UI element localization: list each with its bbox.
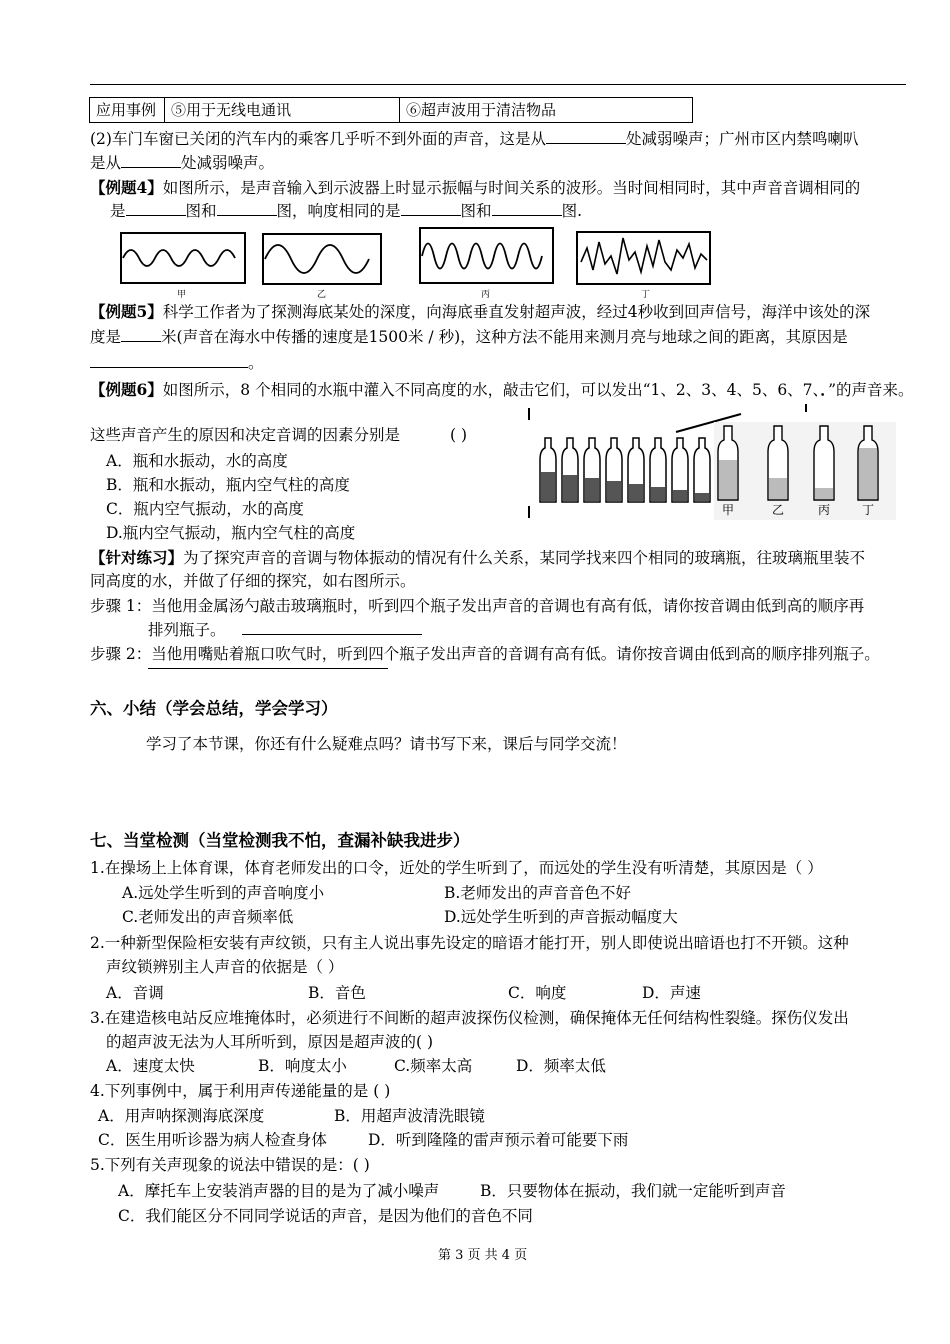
q3-option-c: C.频率太高 [394,1057,473,1075]
table-row [90,98,693,123]
waveform-jia [121,233,245,300]
answer-blank[interactable] [121,327,161,342]
step1-line2: 排列瓶子。 [148,619,422,642]
answer-blank[interactable] [401,201,461,216]
waveform-bing [420,228,553,300]
table-cell: 应用事例 [90,98,165,123]
answer-blank[interactable] [126,201,186,216]
q4-option-b: B．用超声波清洗眼镜 [334,1107,485,1125]
q4-option-c: C．医生用听诊器为病人检查身体 [98,1131,327,1149]
q1-option-a: A.远处学生听到的声音响度小 [122,884,325,902]
q3-option-b: B．响度太小 [258,1057,347,1075]
answer-blank[interactable] [217,201,277,216]
answer-blank[interactable] [492,201,562,216]
table-cell: ⑥超声波用于清洁物品 [400,98,693,123]
bottle-label: 丙 [818,503,831,517]
example6-line1: 【例题6】如图所示，8 个相同的水瓶中灌入不同高度的水，敲击它们，可以发出“1、2、3、4、5、6、7、．”的声音来。 [90,380,914,399]
option-b: B．瓶和水振动，瓶内空气柱的高度 [106,476,350,494]
question-1: 1.在操场上上体育课，体育老师发出的口令，近处的学生听到了，而远处的学生没有听清楚，其原因是（ ） [90,859,823,877]
q5-option-c: C．我们能区分不同同学说话的声音，是因为他们的音色不同 [118,1207,533,1225]
q2-line1: (2)车门车窗已关闭的汽车内的乘客几乎听不到外面的声音，这是从 处减弱噪声；广州市区内禁鸣喇叭 [90,130,859,148]
example4-line1: 【例题4】如图所示，是声音输入到示波器上时显示振幅与时间关系的波形。当时间相同时，其中声音音调相同的 [90,178,861,197]
waveform-ding [577,232,710,300]
example6-question: 这些声音产生的原因和决定音调的因素分别是 ( ) [90,426,468,444]
page-footer: 第 3 页 共 4 页 [438,1248,528,1263]
waveform-figure [115,226,715,298]
waveform-label: 乙 [317,290,327,300]
q3-option-d: D．频率太低 [516,1057,606,1075]
q2-line2: 是从 处减弱噪声。 [90,154,275,172]
q2-option-b: B．音色 [308,984,366,1002]
section6-text: 学习了本节课，你还有什么疑难点吗？请书写下来，课后与同学交流！ [146,735,627,753]
q4-option-a: A．用声呐探测海底深度 [98,1107,265,1125]
table-cell: ⑤用于无线电通讯 [165,98,400,123]
question-5: 5.下列有关声现象的说法中错误的是：( ) [90,1156,370,1174]
waveform-label: 甲 [177,290,187,300]
step1-line1: 步骤 1：当他用金属汤勺敲击玻璃瓶时，听到四个瓶子发出声音的音调也有高有低，请你按音调由低到高的顺序再 [90,597,865,615]
waveform-yi [263,234,381,300]
example5-line2: 度是 米(声音在海水中传播的速度是1500米 / 秒)，这种方法不能用来测月亮与地球之间的距离，其原因是 [90,328,848,346]
answer-blank[interactable] [148,654,388,669]
example5-line3: 。 [90,352,264,375]
step2-line: 步骤 2：当他用嘴贴着瓶口吹气时，听到四个瓶子发出声音的音调有高有低。请你按音调由低到高的顺序排列瓶子。 [90,645,880,663]
q2-option-a: A．音调 [106,984,164,1002]
header-rule [90,84,906,85]
question-3-line2: 的超声波无法为人耳所听到，原因是超声波的( ) [106,1033,434,1051]
bottles-figure [526,402,896,522]
section7-title: 七、当堂检测（当堂检测我不怕，查漏补缺我进步） [90,831,470,850]
waveform-label: 丙 [481,290,491,300]
option-c: C．瓶内空气振动，水的高度 [106,500,304,518]
q1-option-b: B.老师发出的声音音色不好 [444,884,631,902]
bottle-label: 甲 [722,503,735,517]
q1-option-d: D.远处学生听到的声音振动幅度大 [444,908,678,926]
q1-option-c: C.老师发出的声音频率低 [122,908,294,926]
question-2-line1: 2.一种新型保险柜安装有声纹锁，只有主人说出事先设定的暗语才能打开，别人即使说出暗语也打不开锁。这种 [90,934,849,952]
q2-option-d: D．声速 [642,984,701,1002]
answer-blank[interactable] [121,153,181,168]
eight-bottles [540,438,710,502]
practice-line1: 【针对练习】为了探究声音的音调与物体振动的情况有什么关系，某同学找来四个相同的玻璃瓶，往玻璃瓶里装不 [90,548,866,567]
answer-blank[interactable] [90,353,248,368]
option-a: A．瓶和水振动，水的高度 [106,452,288,470]
four-bottles [714,422,896,520]
q3-option-a: A．速度太快 [106,1057,195,1075]
option-d: D.瓶内空气振动，瓶内空气柱的高度 [106,524,356,542]
waveform-label: 丁 [641,290,651,300]
section6-title: 六、小结（学会总结，学会学习） [90,699,338,718]
q5-option-a: A．摩托车上安装消声器的目的是为了减小噪声 [118,1182,440,1200]
answer-blank[interactable] [242,620,422,635]
q4-option-d: D．听到隆隆的雷声预示着可能要下雨 [368,1131,629,1149]
example5-line1: 【例题5】科学工作者为了探测海底某处的深度，向海底垂直发射超声波，经过4秒收到回声信号，海洋中该处的深 [90,302,871,321]
question-2-line2: 声纹锁辨别主人声音的依据是（ ） [106,958,344,976]
example4-line2: 是 图和 图，响度相同的是 图和 图. [110,202,582,220]
q5-option-b: B．只要物体在振动，我们就一定能听到声音 [480,1182,786,1200]
application-table [89,97,693,123]
question-3-line1: 3.在建造核电站反应堆掩体时，必须进行不间断的超声波探伤仪检测，确保掩体无任何结构性裂缝。探伤仪发出 [90,1009,849,1027]
answer-blank[interactable] [546,129,626,144]
practice-line2: 同高度的水，并做了仔细的探究，如右图所示。 [90,572,416,590]
q2-option-c: C．响度 [508,984,567,1002]
question-4: 4.下列事例中，属于利用声传递能量的是 ( ) [90,1082,391,1100]
bottle-label: 乙 [772,503,785,517]
bottle-label: 丁 [862,503,875,517]
